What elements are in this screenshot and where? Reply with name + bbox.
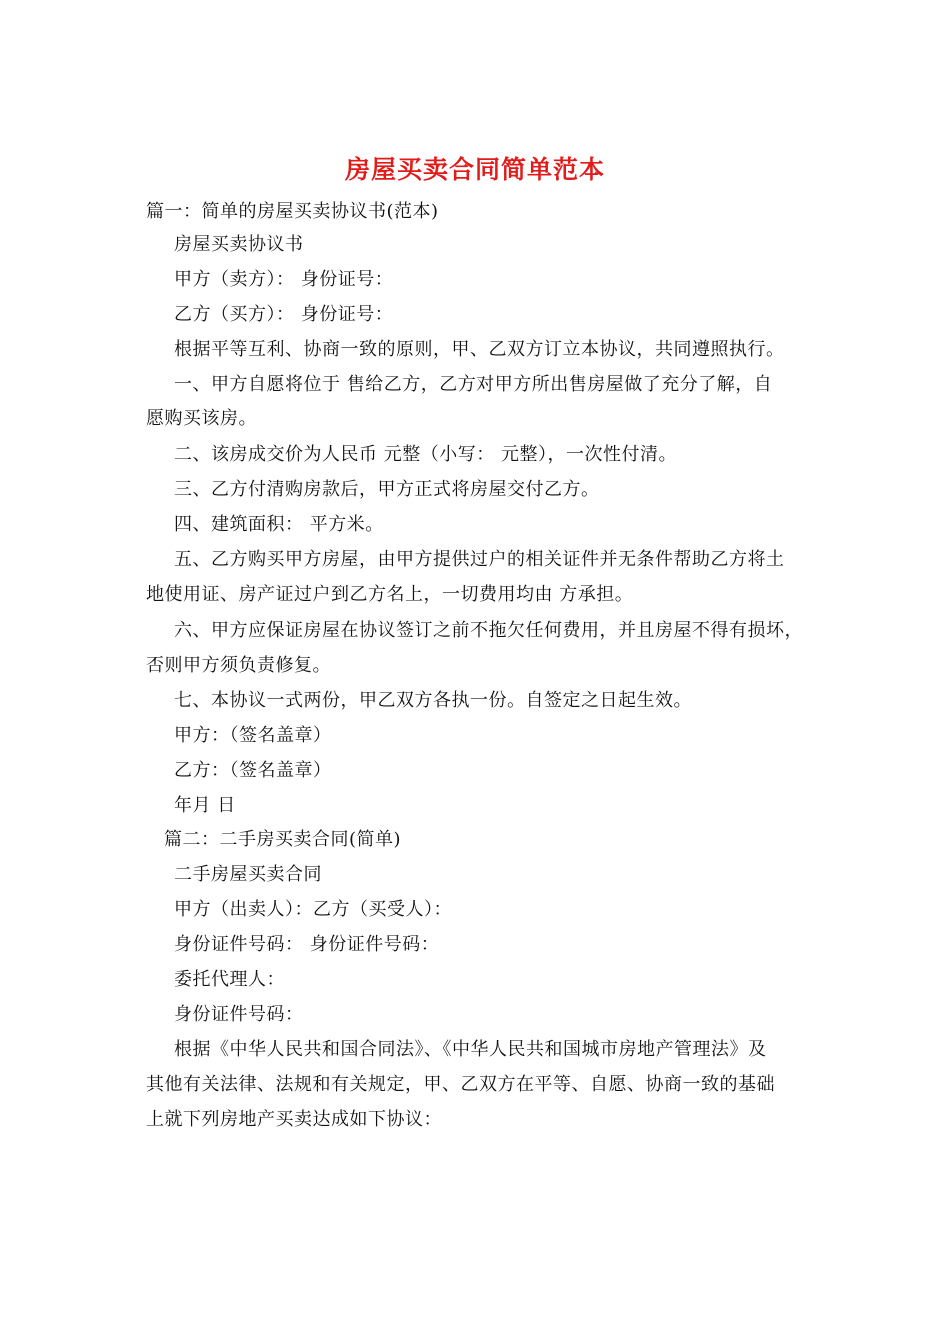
party-b-line: 乙方（买方）： 身份证号： [174,304,394,325]
clause-three: 三、乙方付清购房款后，甲方正式将房屋交付乙方。 [174,479,600,500]
clause-four: 四、建筑面积： 平方米。 [174,514,384,535]
party-b-signature: 乙方：（签名盖章） [174,760,332,781]
agent-id-line: 身份证件号码： [174,1004,304,1025]
document-title: 房屋买卖合同简单范本 [344,155,605,184]
clause-five-line-1: 五、乙方购买甲方房屋，由甲方提供过户的相关证件并无条件帮助乙方将土 [174,549,785,570]
agent-line: 委托代理人： [174,969,285,990]
contract-title: 二手房屋买卖合同 [174,864,322,885]
party-a-line: 甲方（卖方）： 身份证号： [174,269,394,290]
party-a-signature: 甲方：（签名盖章） [174,725,332,746]
clause-one-line-1: 一、甲方自愿将位于 售给乙方，乙方对甲方所出售房屋做了充分了解，自 [174,374,773,395]
clause-one-line-2: 愿购买该房。 [146,408,257,429]
date-line: 年月 日 [174,795,236,816]
agreement-title: 房屋买卖协议书 [174,234,304,255]
clause-five-line-2: 地使用证、房产证过户到乙方名上，一切费用均由 方承担。 [146,584,634,605]
clause-six-line-1: 六、甲方应保证房屋在协议签订之前不拖欠任何费用，并且房屋不得有损坏， [174,620,803,641]
section-two-heading: 篇二：二手房买卖合同(简单) [164,829,402,850]
clause-two: 二、该房成交价为人民币 元整（小写： 元整），一次性付清。 [174,444,677,465]
seller-buyer-line: 甲方（出卖人）：乙方（买受人）： [174,899,452,920]
clause-seven: 七、本协议一式两份，甲乙双方各执一份。自签定之日起生效。 [174,690,692,711]
clause-six-line-2: 否则甲方须负责修复。 [146,655,331,676]
legal-basis-line-1: 根据《中华人民共和国合同法》、《中华人民共和国城市房地产管理法》及 [174,1039,767,1060]
legal-basis-line-2: 其他有关法律、法规和有关规定，甲、乙双方在平等、自愿、协商一致的基础 [146,1074,775,1095]
legal-basis-line-3: 上就下列房地产买卖达成如下协议： [146,1109,442,1130]
principle-paragraph: 根据平等互利、协商一致的原则，甲、乙双方订立本协议，共同遵照执行。 [174,339,785,360]
section-one-heading: 篇一：简单的房屋买卖协议书(范本) [146,201,439,222]
id-number-line: 身份证件号码： 身份证件号码： [174,934,440,955]
